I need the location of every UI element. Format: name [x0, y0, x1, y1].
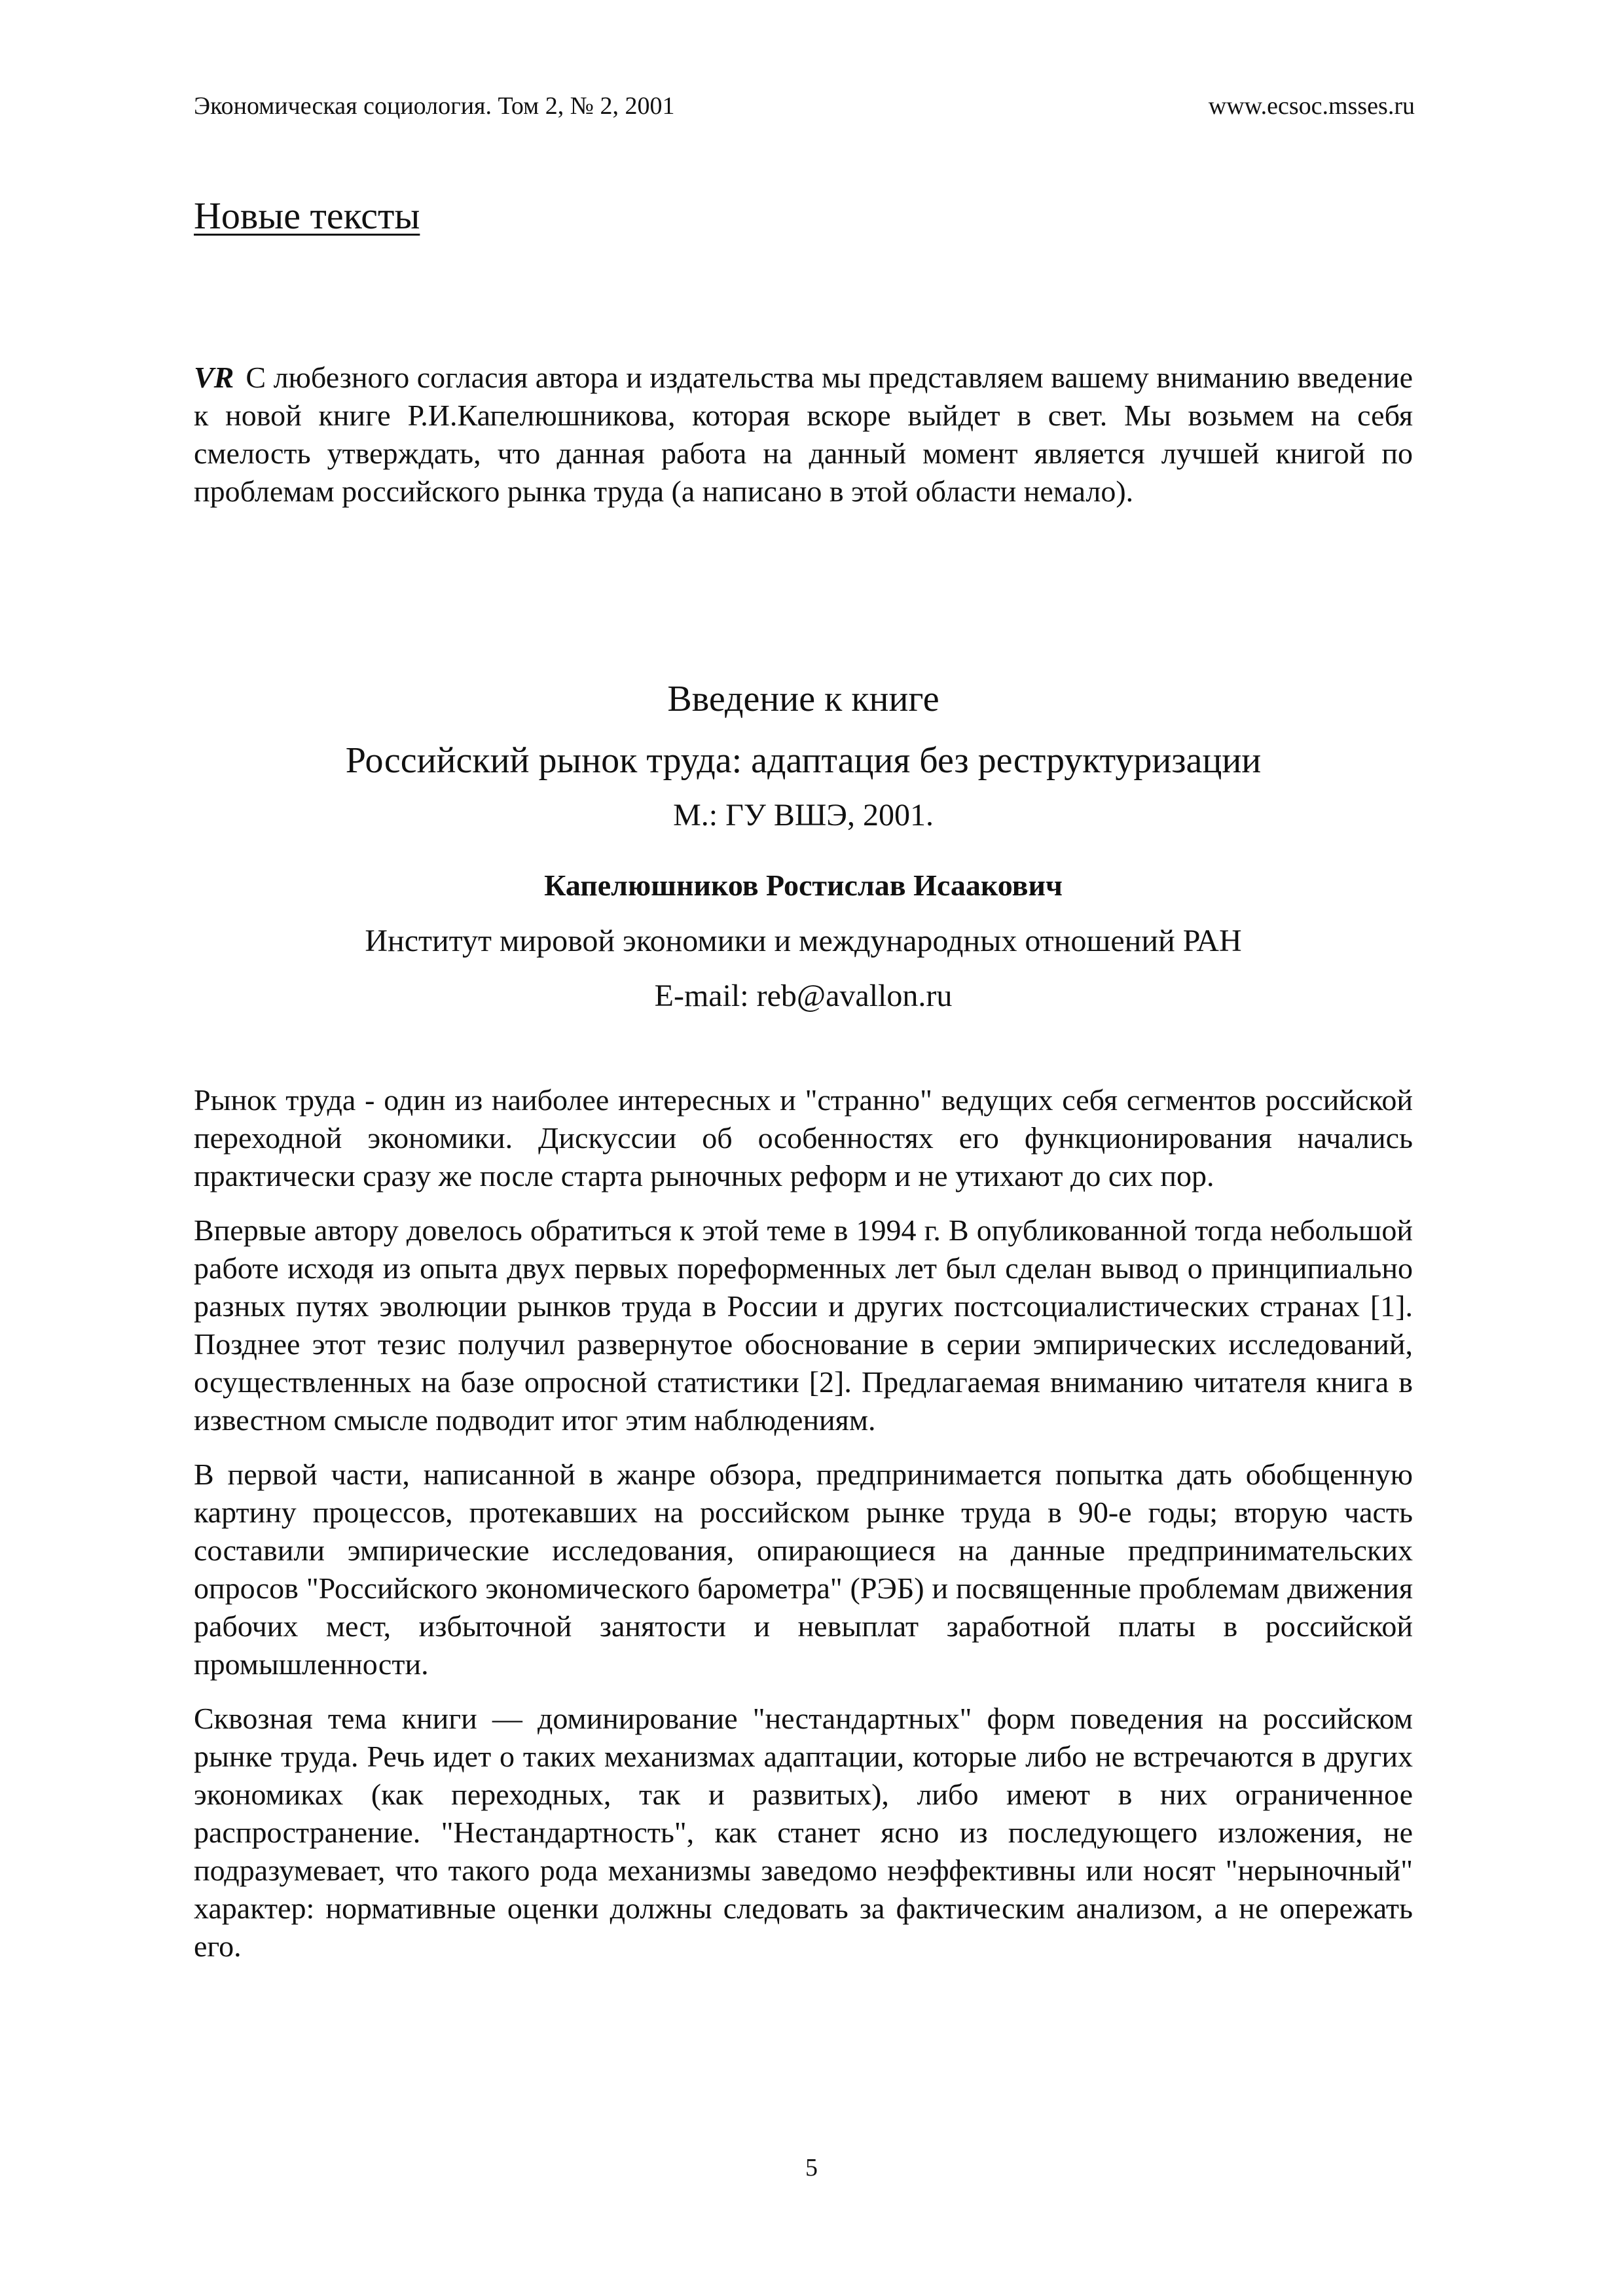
paragraph: Сквозная тема книги — доминирование "нестандартных" форм поведения на российском рынке труда. Речь идет о таких механизмах адаптации, которые либо не встречаются в других экономиках (как переходных, так и развитых), либо имеют в них ограниченное распространение. "Нестандартность", как станет ясно из последующего изложения, не подразумевает, что такого рода механизмы заведомо неэффективны или носят "нерыночный" характер: нормативные оценки должны следовать за фактическим анализом, а не опережать его. [194, 1702, 1413, 1963]
body-text [194, 1081, 1413, 1982]
journal-website-link[interactable]: www.ecsoc.msses.ru [1208, 92, 1415, 120]
author-email-link[interactable]: E-mail: reb@avallon.ru [654, 978, 953, 1013]
editor-marker: VR [194, 361, 234, 394]
book-title: Российский рынок труда: адаптация без реструктуризации [345, 740, 1262, 781]
author-affiliation: Институт мировой экономики и международных отношений РАН [365, 924, 1242, 958]
book-heading: Введение к книге [667, 679, 939, 719]
book-publisher: М.: ГУ ВШЭ, 2001. [673, 798, 934, 833]
paragraph: В первой части, написанной в жанре обзора, предпринимается попытка дать обобщенную картину процессов, протекавших на российском рынке труда в 90-е годы; вторую часть составили эмпирические исследования, опирающиеся на данные предпринимательских опросов "Российского экономического барометра" (РЭБ) и посвященные проблемам движения рабочих мест, избыточной занятости и невыплат заработной платы в российской промышленности. [194, 1458, 1413, 1681]
page-number: 5 [805, 2154, 818, 2181]
editor-intro [194, 359, 1413, 511]
author-name: Капелюшников Ростислав Исаакович [544, 869, 1063, 902]
journal-header: Экономическая социология. Том 2, № 2, 2001 [194, 92, 675, 120]
paragraph: Впервые автору довелось обратиться к этой теме в 1994 г. В опубликованной тогда небольшой работе исходя из опыта двух первых пореформенных лет был сделан вывод о принципиально разных путях эволюции рынков труда в России и других постсоциалистических странах [1]. Позднее этот тезис получил развернутое обоснование в серии эмпирических исследований, осуществленных на базе опросной статистики [2]. Предлагаемая вниманию читателя книга в известном смысле подводит итог этим наблюдениям. [194, 1213, 1413, 1437]
editor-intro-text: С любезного согласия автора и издательства мы представляем вашему вниманию введение к новой книге Р.И.Капелюшникова, которая вскоре выйдет в свет. Мы возьмем на себя смелость утверждать, что данная работа на данный момент является лучшей книгой по проблемам российского рынка труда (а написано в этой области немало). [194, 361, 1413, 508]
paragraph: Рынок труда - один из наиболее интересных и "странно" ведущих себя сегментов российской переходной экономики. Дискуссии об особенностях его функционирования начались практически сразу же после старта рыночных реформ и не утихают до сих пор. [194, 1083, 1413, 1193]
section-title: Новые тексты [194, 194, 420, 237]
